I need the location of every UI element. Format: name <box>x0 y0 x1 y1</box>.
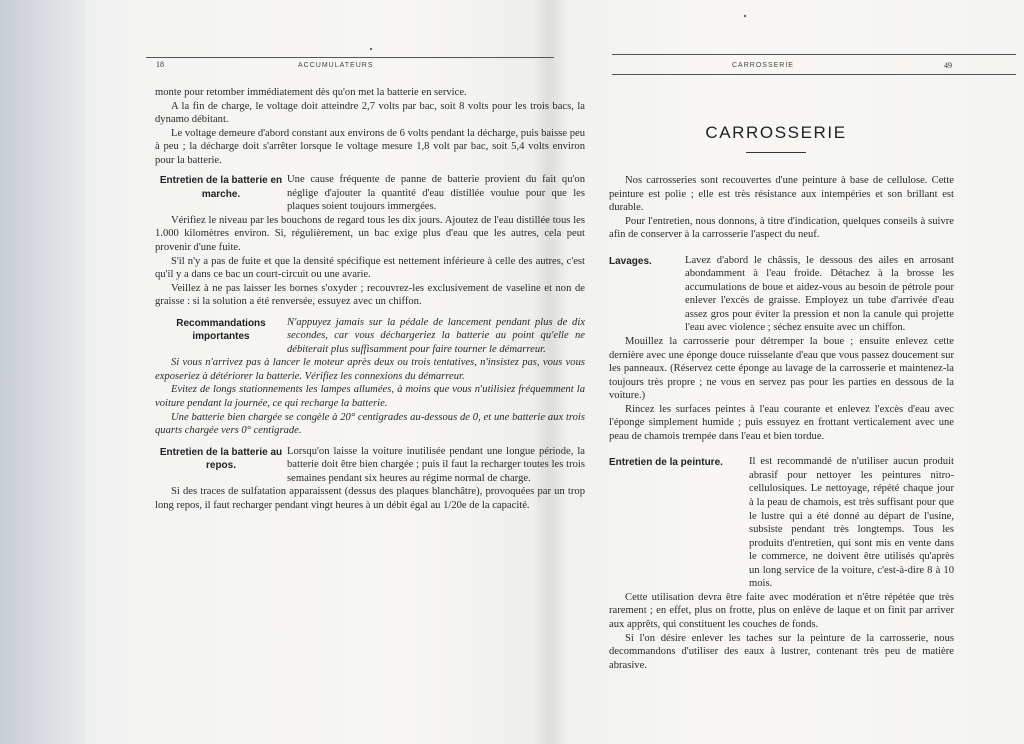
running-head: CARROSSERIE <box>732 62 794 69</box>
paragraph: A la fin de charge, le voltage doit atteindre 2,7 volts par bac, soit 8 volts pour les trois bacs, la dynamo débitant. <box>155 100 585 126</box>
paragraph: Le voltage demeure d'abord constant aux environs de 6 volts pendant la décharge, puis baisse peu à peu ; la décharge doit s'arrêter lorsque le voltage mesure 1,8 volt par bac, soit 5,4 volts environ pour la batterie. <box>155 127 585 166</box>
running-head: ACCUMULATEURS <box>298 62 374 69</box>
section-label: Entretien de la batterie au repos. <box>159 446 283 472</box>
section-label: Entretien de la batterie en marche. <box>159 175 283 200</box>
section-lead: Une cause fréquente de panne de batterie provient du fait qu'on néglige d'ajouter la quantité d'eau distillée voulue pour que les plaques soient toujours immergées. <box>287 174 585 213</box>
section-lead: Lorsqu'on laisse la voiture inutilisée pendant une longue période, la batterie doit être bien chargée ; puis il faut la recharger toutes les trois semaines pendant six heures au régime normal de charge. <box>287 445 585 484</box>
header-rule <box>612 74 1016 75</box>
book-edge <box>0 0 86 744</box>
right-text <box>609 174 954 672</box>
section-label: Recommandations importantes <box>176 317 266 343</box>
paragraph: Rincez les surfaces peintes à l'eau courante et enlevez l'excès d'eau avec l'éponge simplement humide ; puis essuyez en frottant verticalement avec une peau de chamois trempée dans l'eau et bien tordue. <box>609 403 954 442</box>
right-page <box>556 0 1024 744</box>
paragraph: monte pour retomber immédiatement dès qu'on met la batterie en service. <box>155 87 467 98</box>
section-entretien <box>155 173 585 214</box>
paragraph: Mouillez la carrosserie pour détremper la boue ; ensuite enlevez cette dernière avec une éponge douce ruisselante d'eau que vous passez doucement sur les panneaux. (Réservez cette éponge au lavage de la carrosserie et maintenez-la toujours très propre ; ne vous en servez pas pour les parties en dessous de la voiture.) <box>609 336 954 402</box>
paragraph: Evitez de longs stationnements les lampes allumées, à moins que vous n'utilisiez fréquemment la voiture pendant la journée, ce qui recharge la batterie. <box>155 384 585 410</box>
section-label: Entretien de la peinture. <box>609 457 723 469</box>
speck <box>744 15 746 17</box>
left-text <box>155 86 585 512</box>
paragraph: Vérifiez le niveau par les bouchons de regard tous les dix jours. Ajoutez de l'eau distillée tous les 1.000 kilomètres environ. Si, régulièrement, un bac exige plus d'eau que les autres, cela peut provenir d'une fuite. <box>155 214 585 254</box>
section-repos <box>155 445 585 486</box>
speck <box>370 48 372 50</box>
section-lead: N'appuyez jamais sur la pédale de lancement pendant plus de dix secondes, car vous déchargeriez la batterie au point qu'elle ne débiterait plus suffisamment pour faire tourner le démarreur. <box>287 316 585 355</box>
page-number: 18 <box>156 60 164 69</box>
page-number: 49 <box>944 61 952 70</box>
paragraph: Cette utilisation devra être faite avec modération et n'être répétée que très rarement ; en effet, plus on frotte, plus on enlève de laque et on finit par arriver aux apprêts, qui constituent les couches de fonds. <box>609 591 954 630</box>
section-lead: Lavez d'abord le châssis, le dessous des ailes en arrosant abondamment à l'eau froide. Détachez à la brosse les accumulations de boue et aidez-vous au besoin de pétrole pour enlever l'excès de graisse. Employez un tube d'arrivée d'eau assez gros pour éviter la pression et non la canule qui projette l'eau avec violence ; séchez ensuite avec un chiffon. <box>685 254 954 334</box>
chapter-title: CARROSSERIE <box>705 123 847 142</box>
title-rule <box>746 152 806 153</box>
left-page <box>88 0 585 744</box>
section-label: Lavages. <box>609 255 652 267</box>
paragraph: S'il n'y a pas de fuite et que la densité spécifique est nettement inférieure à celle des autres, c'est qu'il y a dans ce bac un court-circuit ou une avarie. <box>155 255 585 281</box>
header-rule <box>612 54 1016 55</box>
header-rule <box>146 57 554 58</box>
section-recommandations <box>155 316 585 357</box>
paragraph: Une batterie bien chargée se congèle à 20° centigrades au-dessous de 0, et une batterie aux trois quarts chargée vers 0° centigrade. <box>155 411 585 437</box>
section-lead: Il est recommandé de n'utiliser aucun produit abrasif pour nettoyer les peintures nitro-cellulosiques. Le nettoyage, répété chaque jour à la peau de chamois, est très suffisant pour que le lustre qui a été donné au départ de l'usine, subsiste pendant très longtemps. Tous les produits d'entretien, qui sont mis en vente dans le commerce, ne doivent être utilisés qu'après un long service de la voiture, c'est-à-dire 8 à 10 mois. <box>749 456 954 590</box>
paragraph: Si des traces de sulfatation apparaissent (dessus des plaques blanchâtre), provoquées par un trop long repos, il faut recharger pendant vingt heures à un débit égal au 1/20e de la capacité. <box>155 486 585 511</box>
paragraph: Nos carrosseries sont recouvertes d'une peinture à base de cellulose. Cette peinture est polie ; elle est très résistance aux intempéries et son brillant est durable. <box>609 175 954 214</box>
paragraph: Si l'on désire enlever les taches sur la peinture de la carrosserie, nous decommandons d'utiliser des eaux à lustrer, contenant très peu de matière abrasive. <box>609 632 954 671</box>
paragraph: Veillez à ne pas laisser les bornes s'oxyder ; recouvrez-les exclusivement de vaseline et non de graisse : si la solution a été renversée, essuyez avec un chiffon. <box>155 282 585 308</box>
section-peinture <box>609 455 954 590</box>
paragraph: Pour l'entretien, nous donnons, à titre d'indication, quelques conseils à suivre afin de conserver à la carrosserie l'aspect du neuf. <box>609 215 954 241</box>
section-lavages <box>609 254 954 335</box>
paragraph: Si vous n'arrivez pas à lancer le moteur après deux ou trois tentatives, n'insistez pas, vous vous exposeriez à détériorer la batterie. Vérifiez les connexions du démarreur. <box>155 357 585 382</box>
